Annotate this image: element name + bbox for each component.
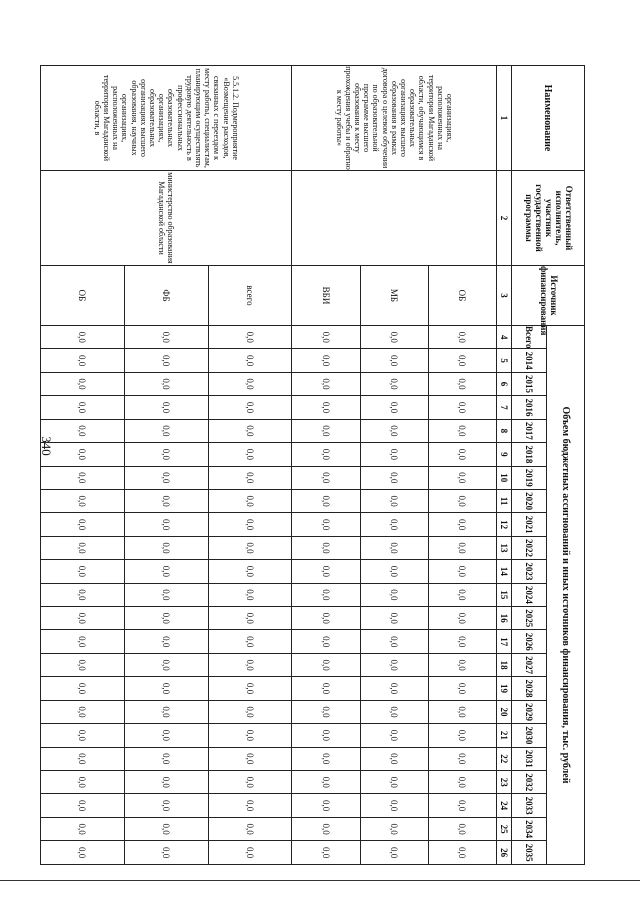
value-cell: 0,0 bbox=[292, 653, 360, 676]
value-cell: 0,0 bbox=[208, 536, 292, 559]
value-cell: 0,0 bbox=[208, 466, 292, 489]
value-cell: 0,0 bbox=[124, 443, 208, 466]
value-cell: 0,0 bbox=[208, 724, 292, 747]
value-cell: 0,0 bbox=[292, 841, 360, 865]
row-source: всего bbox=[208, 266, 292, 326]
column-number: 23 bbox=[497, 771, 512, 794]
row-responsible bbox=[292, 171, 497, 266]
value-cell: 0,0 bbox=[41, 841, 125, 865]
value-cell: 0,0 bbox=[124, 724, 208, 747]
value-cell: 0,0 bbox=[41, 466, 125, 489]
header-year: 2027 bbox=[512, 653, 547, 676]
value-cell: 0,0 bbox=[208, 560, 292, 583]
value-cell: 0,0 bbox=[124, 794, 208, 817]
value-cell: 0,0 bbox=[208, 630, 292, 653]
page-number: 340 bbox=[38, 436, 54, 456]
header-responsible: Ответственный исполнитель, участник государственной программы bbox=[512, 171, 585, 266]
row-name: организациях, расположенных на территории Магаданской области, обучающимся в образовательных организациях высшего образования в рамках договора о целевом обучении по образовательной программе высшего образования к месту прохождения учебы и обратно к месту работы» bbox=[292, 66, 497, 171]
column-number: 9 bbox=[497, 443, 512, 466]
value-cell: 0,0 bbox=[208, 443, 292, 466]
value-cell: 0,0 bbox=[360, 724, 428, 747]
value-cell: 0,0 bbox=[292, 326, 360, 349]
value-cell: 0,0 bbox=[41, 443, 125, 466]
value-cell: 0,0 bbox=[208, 771, 292, 794]
value-cell: 0,0 bbox=[124, 653, 208, 676]
column-number: 2 bbox=[497, 171, 512, 266]
header-year: 2018 bbox=[512, 443, 547, 466]
value-cell: 0,0 bbox=[41, 489, 125, 512]
value-cell: 0,0 bbox=[292, 724, 360, 747]
column-number: 17 bbox=[497, 630, 512, 653]
value-cell: 0,0 bbox=[41, 607, 125, 630]
value-cell: 0,0 bbox=[41, 771, 125, 794]
column-number: 10 bbox=[497, 466, 512, 489]
column-number: 20 bbox=[497, 700, 512, 723]
table-row bbox=[208, 66, 292, 865]
page-bottom-rule bbox=[0, 880, 640, 881]
value-cell: 0,0 bbox=[360, 349, 428, 372]
row-source: МБ bbox=[360, 266, 428, 326]
value-cell: 0,0 bbox=[292, 372, 360, 395]
value-cell: 0,0 bbox=[208, 583, 292, 606]
value-cell: 0,0 bbox=[292, 443, 360, 466]
value-cell: 0,0 bbox=[292, 513, 360, 536]
column-number: 24 bbox=[497, 794, 512, 817]
value-cell: 0,0 bbox=[41, 396, 125, 419]
value-cell: 0,0 bbox=[428, 443, 496, 466]
value-cell: 0,0 bbox=[360, 653, 428, 676]
value-cell: 0,0 bbox=[292, 560, 360, 583]
value-cell: 0,0 bbox=[428, 677, 496, 700]
value-cell: 0,0 bbox=[208, 607, 292, 630]
value-cell: 0,0 bbox=[360, 747, 428, 770]
value-cell: 0,0 bbox=[41, 653, 125, 676]
value-cell: 0,0 bbox=[124, 489, 208, 512]
header-year: 2035 bbox=[512, 841, 547, 865]
value-cell: 0,0 bbox=[124, 583, 208, 606]
value-cell: 0,0 bbox=[208, 841, 292, 865]
value-cell: 0,0 bbox=[428, 513, 496, 536]
value-cell: 0,0 bbox=[41, 583, 125, 606]
header-year: 2032 bbox=[512, 771, 547, 794]
value-cell: 0,0 bbox=[292, 536, 360, 559]
value-cell: 0,0 bbox=[292, 794, 360, 817]
value-cell: 0,0 bbox=[41, 700, 125, 723]
value-cell: 0,0 bbox=[428, 466, 496, 489]
header-year: 2029 bbox=[512, 700, 547, 723]
value-cell: 0,0 bbox=[428, 607, 496, 630]
value-cell: 0,0 bbox=[208, 419, 292, 442]
value-cell: 0,0 bbox=[428, 747, 496, 770]
value-cell: 0,0 bbox=[360, 583, 428, 606]
column-number: 7 bbox=[497, 396, 512, 419]
value-cell: 0,0 bbox=[41, 419, 125, 442]
value-cell: 0,0 bbox=[41, 536, 125, 559]
header-year: 2020 bbox=[512, 489, 547, 512]
value-cell: 0,0 bbox=[41, 747, 125, 770]
column-number: 12 bbox=[497, 513, 512, 536]
value-cell: 0,0 bbox=[292, 747, 360, 770]
header-year: 2031 bbox=[512, 747, 547, 770]
value-cell: 0,0 bbox=[124, 466, 208, 489]
value-cell: 0,0 bbox=[208, 513, 292, 536]
header-year: 2017 bbox=[512, 419, 547, 442]
value-cell: 0,0 bbox=[124, 677, 208, 700]
value-cell: 0,0 bbox=[360, 771, 428, 794]
header-volume: Объем бюджетных ассигнований и иных источников финансирования, тыс. рублей bbox=[547, 326, 585, 865]
value-cell: 0,0 bbox=[124, 396, 208, 419]
value-cell: 0,0 bbox=[360, 841, 428, 865]
value-cell: 0,0 bbox=[208, 489, 292, 512]
row-responsible: министерство образования Магаданской области bbox=[41, 171, 292, 266]
row-source: ОБ bbox=[41, 266, 125, 326]
header-year: 2024 bbox=[512, 583, 547, 606]
value-cell: 0,0 bbox=[41, 349, 125, 372]
value-cell: 0,0 bbox=[360, 794, 428, 817]
value-cell: 0,0 bbox=[428, 700, 496, 723]
value-cell: 0,0 bbox=[428, 794, 496, 817]
value-cell: 0,0 bbox=[124, 607, 208, 630]
value-cell: 0,0 bbox=[124, 700, 208, 723]
value-cell: 0,0 bbox=[124, 349, 208, 372]
value-cell: 0,0 bbox=[41, 513, 125, 536]
value-cell: 0,0 bbox=[124, 630, 208, 653]
value-cell: 0,0 bbox=[124, 771, 208, 794]
column-number: 5 bbox=[497, 349, 512, 372]
value-cell: 0,0 bbox=[124, 841, 208, 865]
column-number: 6 bbox=[497, 372, 512, 395]
column-number: 3 bbox=[497, 266, 512, 326]
financing-table bbox=[40, 65, 585, 865]
row-source: ВБИ bbox=[292, 266, 360, 326]
value-cell: 0,0 bbox=[41, 817, 125, 840]
value-cell: 0,0 bbox=[428, 630, 496, 653]
header-year: 2015 bbox=[512, 372, 547, 395]
value-cell: 0,0 bbox=[428, 326, 496, 349]
header-name: Наименование bbox=[512, 66, 585, 171]
column-number: 18 bbox=[497, 653, 512, 676]
value-cell: 0,0 bbox=[124, 536, 208, 559]
rotated-table-wrapper bbox=[40, 65, 585, 865]
column-number: 14 bbox=[497, 560, 512, 583]
row-name: 5.5.1.2. Подмероприятие «Возмещение расходов, связанных с переездом к месту работы, специалистам, планирующим осуществлять трудовую деятельность в профессиональных образовательных организациях, образовательных организациях высшего образования, научных организациях, расположенных на территории Магаданской области, в bbox=[41, 66, 292, 171]
value-cell: 0,0 bbox=[360, 536, 428, 559]
header-year: 2030 bbox=[512, 724, 547, 747]
header-year: 2019 bbox=[512, 466, 547, 489]
value-cell: 0,0 bbox=[428, 396, 496, 419]
value-cell: 0,0 bbox=[208, 747, 292, 770]
value-cell: 0,0 bbox=[292, 396, 360, 419]
value-cell: 0,0 bbox=[360, 466, 428, 489]
value-cell: 0,0 bbox=[360, 396, 428, 419]
value-cell: 0,0 bbox=[360, 372, 428, 395]
value-cell: 0,0 bbox=[360, 630, 428, 653]
value-cell: 0,0 bbox=[360, 677, 428, 700]
value-cell: 0,0 bbox=[360, 419, 428, 442]
column-number: 22 bbox=[497, 747, 512, 770]
value-cell: 0,0 bbox=[360, 700, 428, 723]
value-cell: 0,0 bbox=[428, 489, 496, 512]
value-cell: 0,0 bbox=[208, 349, 292, 372]
header-year: 2022 bbox=[512, 536, 547, 559]
value-cell: 0,0 bbox=[428, 583, 496, 606]
value-cell: 0,0 bbox=[360, 489, 428, 512]
value-cell: 0,0 bbox=[292, 466, 360, 489]
row-source: ФБ bbox=[124, 266, 208, 326]
value-cell: 0,0 bbox=[124, 817, 208, 840]
value-cell: 0,0 bbox=[208, 817, 292, 840]
value-cell: 0,0 bbox=[428, 349, 496, 372]
value-cell: 0,0 bbox=[292, 607, 360, 630]
value-cell: 0,0 bbox=[292, 583, 360, 606]
column-number: 4 bbox=[497, 326, 512, 349]
value-cell: 0,0 bbox=[292, 677, 360, 700]
value-cell: 0,0 bbox=[428, 841, 496, 865]
value-cell: 0,0 bbox=[41, 372, 125, 395]
value-cell: 0,0 bbox=[41, 630, 125, 653]
value-cell: 0,0 bbox=[208, 396, 292, 419]
header-year: 2028 bbox=[512, 677, 547, 700]
value-cell: 0,0 bbox=[292, 817, 360, 840]
value-cell: 0,0 bbox=[360, 560, 428, 583]
header-year: 2026 bbox=[512, 630, 547, 653]
value-cell: 0,0 bbox=[428, 653, 496, 676]
value-cell: 0,0 bbox=[292, 349, 360, 372]
value-cell: 0,0 bbox=[124, 326, 208, 349]
value-cell: 0,0 bbox=[124, 419, 208, 442]
column-number: 8 bbox=[497, 419, 512, 442]
value-cell: 0,0 bbox=[208, 372, 292, 395]
value-cell: 0,0 bbox=[41, 326, 125, 349]
value-cell: 0,0 bbox=[41, 794, 125, 817]
column-number: 26 bbox=[497, 841, 512, 865]
value-cell: 0,0 bbox=[360, 443, 428, 466]
column-number: 19 bbox=[497, 677, 512, 700]
value-cell: 0,0 bbox=[208, 700, 292, 723]
value-cell: 0,0 bbox=[428, 817, 496, 840]
value-cell: 0,0 bbox=[208, 653, 292, 676]
column-number: 25 bbox=[497, 817, 512, 840]
header-year: 2016 bbox=[512, 396, 547, 419]
value-cell: 0,0 bbox=[292, 489, 360, 512]
value-cell: 0,0 bbox=[208, 677, 292, 700]
value-cell: 0,0 bbox=[41, 560, 125, 583]
value-cell: 0,0 bbox=[292, 700, 360, 723]
value-cell: 0,0 bbox=[428, 771, 496, 794]
value-cell: 0,0 bbox=[292, 630, 360, 653]
value-cell: 0,0 bbox=[124, 513, 208, 536]
value-cell: 0,0 bbox=[208, 326, 292, 349]
header-year: 2014 bbox=[512, 349, 547, 372]
value-cell: 0,0 bbox=[360, 326, 428, 349]
value-cell: 0,0 bbox=[124, 560, 208, 583]
value-cell: 0,0 bbox=[41, 724, 125, 747]
value-cell: 0,0 bbox=[124, 372, 208, 395]
value-cell: 0,0 bbox=[41, 677, 125, 700]
header-year: 2033 bbox=[512, 794, 547, 817]
value-cell: 0,0 bbox=[124, 747, 208, 770]
value-cell: 0,0 bbox=[360, 607, 428, 630]
header-total: Всего bbox=[512, 326, 547, 349]
column-number: 1 bbox=[497, 66, 512, 171]
row-source: ОБ bbox=[428, 266, 496, 326]
value-cell: 0,0 bbox=[428, 724, 496, 747]
header-source: Источник финансирования bbox=[512, 266, 585, 326]
header-year: 2021 bbox=[512, 513, 547, 536]
value-cell: 0,0 bbox=[428, 536, 496, 559]
header-year: 2025 bbox=[512, 607, 547, 630]
value-cell: 0,0 bbox=[428, 560, 496, 583]
column-number: 16 bbox=[497, 607, 512, 630]
column-number: 11 bbox=[497, 489, 512, 512]
value-cell: 0,0 bbox=[360, 513, 428, 536]
value-cell: 0,0 bbox=[292, 419, 360, 442]
value-cell: 0,0 bbox=[360, 817, 428, 840]
table-row bbox=[428, 66, 496, 865]
column-number: 15 bbox=[497, 583, 512, 606]
header-year: 2023 bbox=[512, 560, 547, 583]
value-cell: 0,0 bbox=[208, 794, 292, 817]
column-number: 21 bbox=[497, 724, 512, 747]
value-cell: 0,0 bbox=[428, 372, 496, 395]
header-year: 2034 bbox=[512, 817, 547, 840]
value-cell: 0,0 bbox=[292, 771, 360, 794]
column-number: 13 bbox=[497, 536, 512, 559]
value-cell: 0,0 bbox=[428, 419, 496, 442]
